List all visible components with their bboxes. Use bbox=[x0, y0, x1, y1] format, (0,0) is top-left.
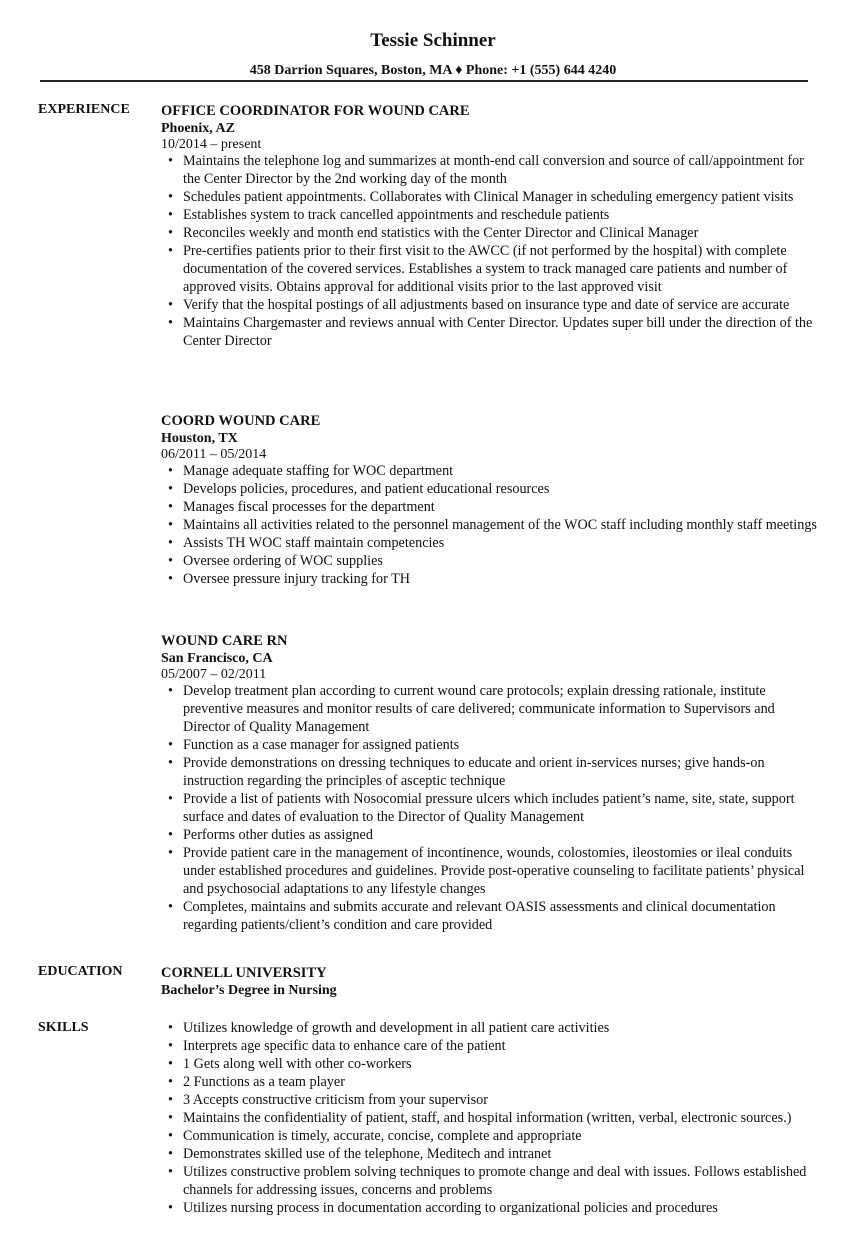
duty-item: • Function as a case manager for assigned patients bbox=[161, 736, 821, 754]
job-dates: 10/2014 – present bbox=[161, 137, 262, 152]
duty-item: • Oversee pressure injury tracking for TH bbox=[161, 570, 821, 588]
contact-line: 458 Darrion Squares, Boston, MA ♦ Phone: +1 (555) 644 4240 bbox=[249, 63, 617, 78]
duty-item: • Completes, maintains and submits accurate and relevant OASIS assessments and clinical documentation regarding patients/client’s condition and care provided bbox=[161, 898, 821, 934]
duty-item: • Pre-certifies patients prior to their first visit to the AWCC (if not performed by the hospital) with complete documentation of the covered services. Establishes a system to track managed care patients and number of approved visits. Obtains approval for additional visits prior to the last approved visit bbox=[161, 242, 821, 296]
skill-item: • Demonstrates skilled use of the telephone, Meditech and intranet bbox=[161, 1145, 821, 1163]
job-entry bbox=[161, 102, 821, 350]
degree-name: Bachelor’s Degree in Nursing bbox=[161, 983, 337, 998]
skill-item: • 1 Gets along well with other co-workers bbox=[161, 1055, 821, 1073]
duty-item: • Schedules patient appointments. Collaborates with Clinical Manager in scheduling emergency patient visits bbox=[161, 188, 821, 206]
skill-item: • Utilizes nursing process in documentation according to organizational policies and procedures bbox=[161, 1199, 821, 1217]
job-location: Phoenix, AZ bbox=[161, 121, 235, 136]
job-location: San Francisco, CA bbox=[161, 651, 273, 666]
skill-item: • 2 Functions as a team player bbox=[161, 1073, 821, 1091]
education-entry bbox=[161, 964, 821, 999]
job-title: OFFICE COORDINATOR FOR WOUND CARE bbox=[161, 103, 470, 119]
duty-item: • Maintains the telephone log and summarizes at month-end call conversion and source of call/appointment for the Center Director by the 2nd working day of the month bbox=[161, 152, 821, 188]
duty-item: • Manages fiscal processes for the department bbox=[161, 498, 821, 516]
job-entry bbox=[161, 412, 821, 588]
job-duties bbox=[161, 462, 821, 588]
job-duties bbox=[161, 682, 821, 934]
skill-item: • Communication is timely, accurate, concise, complete and appropriate bbox=[161, 1127, 821, 1145]
duty-item: • Establishes system to track cancelled appointments and reschedule patients bbox=[161, 206, 821, 224]
duty-item: • Develops policies, procedures, and patient educational resources bbox=[161, 480, 821, 498]
skill-item: • 3 Accepts constructive criticism from your supervisor bbox=[161, 1091, 821, 1109]
job-location: Houston, TX bbox=[161, 431, 238, 446]
duty-item: • Maintains Chargemaster and reviews annual with Center Director. Updates super bill under the direction of the Center Director bbox=[161, 314, 821, 350]
skill-item: • Utilizes knowledge of growth and development in all patient care activities bbox=[161, 1019, 821, 1037]
duty-item: • Reconciles weekly and month end statistics with the Center Director and Clinical Manager bbox=[161, 224, 821, 242]
skills-list bbox=[161, 1019, 821, 1217]
school-name: CORNELL UNIVERSITY bbox=[161, 965, 327, 981]
skill-item: • Maintains the confidentiality of patient, staff, and hospital information (written, verbal, electronic sources.) bbox=[161, 1109, 821, 1127]
skill-item: • Utilizes constructive problem solving techniques to promote change and deal with issues. Follows established channels for addressing issues, concerns and problems bbox=[161, 1163, 821, 1199]
duty-item: • Provide patient care in the management of incontinence, wounds, colostomies, ileostomies or ileal conduits under established procedures and guidelines. Provide post-operative counseling to facilitate patients’ physical and psychosocial adaptations to any lifestyle changes bbox=[161, 844, 821, 898]
duty-item: • Oversee ordering of WOC supplies bbox=[161, 552, 821, 570]
duty-item: • Provide a list of patients with Nosocomial pressure ulcers which includes patient’s name, site, state, support surface and dates of evaluation to the Director of Quality Management bbox=[161, 790, 821, 826]
header-divider bbox=[40, 80, 808, 82]
duty-item: • Performs other duties as assigned bbox=[161, 826, 821, 844]
duty-item: • Maintains all activities related to the personnel management of the WOC staff including monthly staff meetings bbox=[161, 516, 821, 534]
job-duties bbox=[161, 152, 821, 350]
duty-item: • Manage adequate staffing for WOC department bbox=[161, 462, 821, 480]
job-title: WOUND CARE RN bbox=[161, 633, 288, 649]
job-title: COORD WOUND CARE bbox=[161, 413, 321, 429]
duty-item: • Provide demonstrations on dressing techniques to educate and orient in-services nurses; give hands-on instruction regarding the principles of asceptic technique bbox=[161, 754, 821, 790]
skills-heading: SKILLS bbox=[38, 1020, 89, 1035]
job-dates: 06/2011 – 05/2014 bbox=[161, 447, 267, 462]
job-dates: 05/2007 – 02/2011 bbox=[161, 667, 267, 682]
skills-entry bbox=[161, 1019, 821, 1217]
job-entry bbox=[161, 632, 821, 934]
duty-item: • Verify that the hospital postings of all adjustments based on insurance type and date of service are accurate bbox=[161, 296, 821, 314]
duty-item: • Develop treatment plan according to current wound care protocols; explain dressing rationale, institute preventive measures and monitor results of care delivered; communicate information to Supervisors and Director of Quality Management bbox=[161, 682, 821, 736]
candidate-name: Tessie Schinner bbox=[370, 30, 496, 51]
skill-item: • Interprets age specific data to enhance care of the patient bbox=[161, 1037, 821, 1055]
duty-item: • Assists TH WOC staff maintain competencies bbox=[161, 534, 821, 552]
experience-heading: EXPERIENCE bbox=[38, 102, 130, 117]
education-heading: EDUCATION bbox=[38, 964, 123, 979]
